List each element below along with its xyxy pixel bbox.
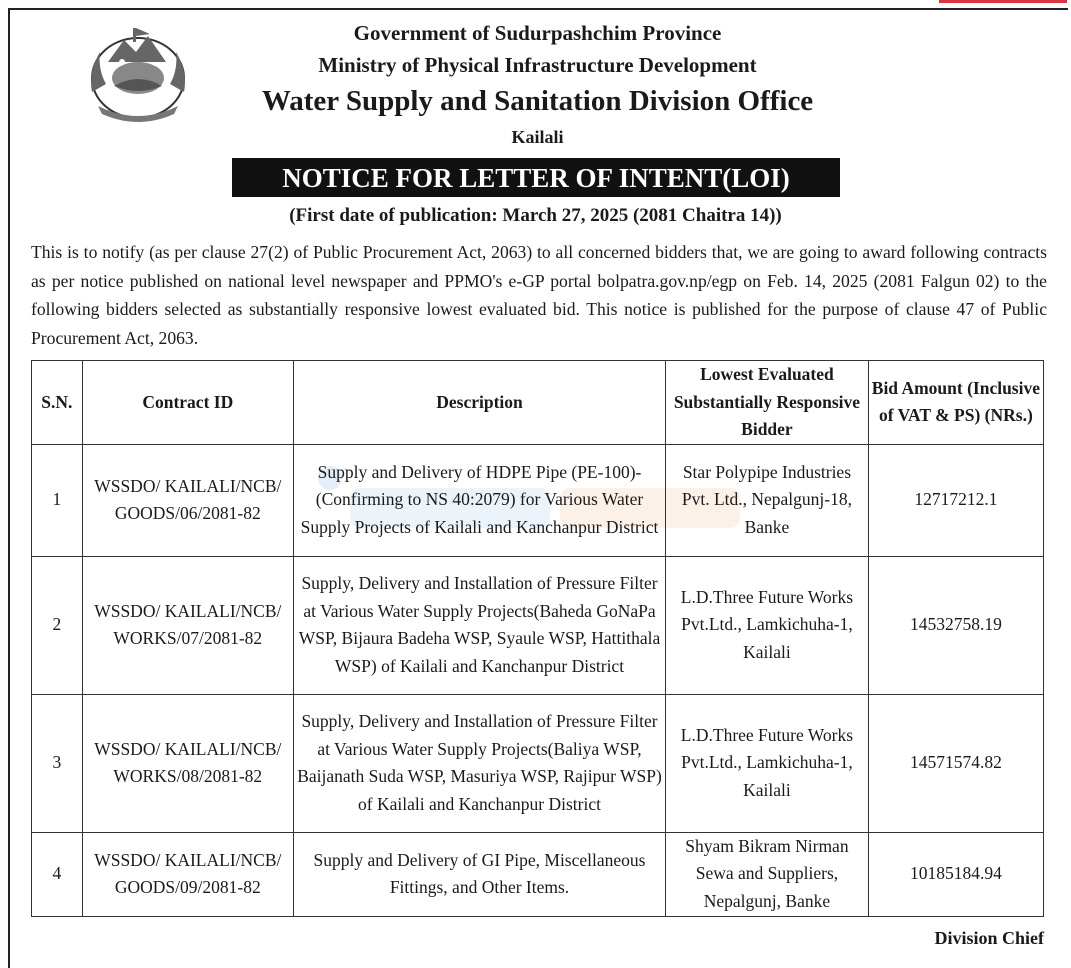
cell-sn: 4: [32, 832, 83, 916]
district-title: Kailali: [511, 127, 564, 147]
cell-contract-id: WSSDO/ KAILALI/NCB/ GOODS/09/2081-82: [82, 832, 293, 916]
loi-table: [31, 360, 1044, 917]
table-row: [32, 832, 1044, 916]
cell-sn: 2: [32, 556, 83, 694]
header-bidder: Lowest Evaluated Substantially Responsive Bidder: [666, 361, 869, 445]
cell-description: Supply and Delivery of GI Pipe, Miscellaneous Fittings, and Other Items.: [293, 832, 665, 916]
table-row: [32, 444, 1044, 556]
office-title: Water Supply and Sanitation Division Office: [261, 85, 814, 117]
notice-body: This is to notify (as per clause 27(2) of Public Procurement Act, 2063) to all concerned bidders that, we are going to award following contracts as per notice published on national level newspaper and PPMO's e-GP portal bolpatra.gov.np/egp on Feb. 14, 2025 (2081 Falgun 02) to the following bidders selected as substantially responsive lowest evaluated bid. This notice is published for the purpose of clause 47 of Public Procurement Act, 2063.: [31, 242, 1047, 348]
cell-bidder: L.D.Three Future Works Pvt.Ltd., Lamkichuha-1, Kailali: [666, 694, 869, 832]
signatory: Division Chief: [934, 928, 1044, 948]
cell-contract-id: WSSDO/ KAILALI/NCB/ WORKS/08/2081-82: [82, 694, 293, 832]
header-sn: S.N.: [32, 361, 83, 445]
cell-bidder: L.D.Three Future Works Pvt.Ltd., Lamkichuha-1, Kailali: [666, 556, 869, 694]
cell-sn: 3: [32, 694, 83, 832]
cell-contract-id: WSSDO/ KAILALI/NCB/ WORKS/07/2081-82: [82, 556, 293, 694]
cell-contract-id: WSSDO/ KAILALI/NCB/ GOODS/06/2081-82: [82, 444, 293, 556]
table-row: [32, 556, 1044, 694]
cell-description: Supply, Delivery and Installation of Pressure Filter at Various Water Supply Projects(Baheda GoNaPa WSP, Bijaura Badeha WSP, Syaule WSP, Hattithala WSP) of Kailali and Kanchanpur District: [293, 556, 665, 694]
ministry-title: Ministry of Physical Infrastructure Development: [318, 53, 757, 77]
cell-amount: 14571574.82: [868, 694, 1043, 832]
cell-description: Supply, Delivery and Installation of Pressure Filter at Various Water Supply Projects(Baliya WSP, Baijanath Suda WSP, Masuriya WSP, Rajipur WSP) of Kailali and Kanchanpur District: [293, 694, 665, 832]
table-row: [32, 694, 1044, 832]
cell-description: Supply and Delivery of HDPE Pipe (PE-100)-(Confirming to NS 40:2079) for Various Water Supply Projects of Kailali and Kanchanpur District: [293, 444, 665, 556]
cell-amount: 12717212.1: [868, 444, 1043, 556]
notice-title: NOTICE FOR LETTER OF INTENT(LOI): [232, 158, 840, 197]
cell-bidder: Shyam Bikram Nirman Sewa and Suppliers, Nepalgunj, Banke: [666, 832, 869, 916]
cell-sn: 1: [32, 444, 83, 556]
cell-amount: 14532758.19: [868, 556, 1043, 694]
publication-date: (First date of publication: March 27, 2025 (2081 Chaitra 14)): [289, 205, 782, 226]
header-contract-id: Contract ID: [82, 361, 293, 445]
table-header-row: [32, 361, 1044, 445]
cell-bidder: Star Polypipe Industries Pvt. Ltd., Nepalgunj-18, Banke: [666, 444, 869, 556]
government-title: Government of Sudurpashchim Province: [353, 21, 722, 45]
header-amount: Bid Amount (Inclusive of VAT & PS) (NRs.): [868, 361, 1043, 445]
accent-tab: [939, 0, 1067, 3]
header-description: Description: [293, 361, 665, 445]
cell-amount: 10185184.94: [868, 832, 1043, 916]
